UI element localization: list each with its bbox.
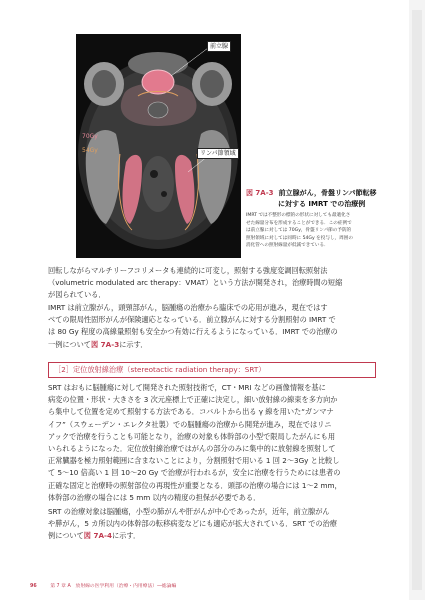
figure-reference-link[interactable]: 図 7A-3	[90, 339, 120, 349]
text-line: は 80 Gy 程度の高線量照射も安全かつ有効に行えるようになっている．IMRT での治療の	[48, 327, 338, 337]
ct-scan-graphic	[76, 34, 241, 258]
caption-line: IMRT では不整形の標的の形状に対しても最適化さ	[246, 213, 351, 218]
text-line: 例について	[48, 531, 84, 541]
text-line: SRT はおもに脳腫瘍に対して開発された照射技術で，CT・MRI などの画像情報を基に	[48, 383, 326, 392]
text-line: イフ”（スウェーデン・エレクタ社製）での脳腫瘍の治療から開発が進み，現在ではリニ	[48, 419, 332, 429]
section-header-box	[48, 362, 376, 378]
text-line: や膵がん，5 カ所以内の体幹部の転移病変などにも適応が拡大されている．SRT での治療	[48, 519, 337, 529]
caption-line: 照射領域に対しては同時に 54Gy を投与し，周囲の	[246, 235, 353, 241]
caption-line: は前立腺に対しては 70Gy，骨盤リンパ節の予防的	[246, 228, 352, 234]
figure-reference-link[interactable]: 図 7A-4	[83, 531, 113, 541]
paragraph-vmat	[48, 265, 374, 302]
text-line: ら集中して位置を定めて照射する方法である．コバルトから出る γ 線を用いた“ガンマナ	[48, 407, 334, 417]
caption-line: せた線量分布を形成することができる．この症例で	[246, 220, 352, 226]
page-margin-bar	[409, 0, 425, 600]
caption-title-2: に対する IMRT での治療例	[278, 200, 366, 208]
text-line: に示す．	[119, 339, 148, 349]
paragraph-imrt	[48, 302, 374, 351]
text-line: SRT の治療対象は脳腫瘍，小型の肺がんや肝がんが中心であったが，近年，前立腺がん	[48, 507, 330, 516]
text-line: べての限局性固形がんが保険適応となっている．前立腺がんに対する分割照射の IMRT で	[48, 315, 336, 325]
margin-stripe	[412, 10, 422, 590]
paragraph-srt	[48, 382, 374, 504]
text-line: いられるようになった．定位放射線治療ではがんの部分のみに集中的に放射線を照射して	[48, 444, 336, 454]
dose-70-label: 70Gy	[82, 133, 98, 140]
lymph-node-label: リンパ節領域	[197, 148, 239, 159]
text-line: 一例について	[48, 339, 91, 349]
ct-image-figure	[76, 34, 241, 258]
text-line: 正確な固定と治療時の照射部位の再現性が重要となる．頭部の治療の場合には 1～2 mm，	[48, 480, 342, 490]
paragraph-srt-targets	[48, 506, 374, 543]
caption-title-1: 前立腺がん，骨盤リンパ節転移	[278, 189, 377, 197]
text-line: 病変の位置・形状・大きさを 3 次元座標上で正確に決定し，細い放射線の線束を多方向か	[48, 395, 338, 405]
section-title: ［2］定位放射線治療（stereotactic radiation therapy：SRT）	[54, 365, 266, 374]
text-line: 回転しながらマルチリーフコリメータも連続的に可変し，照射する強度変調回転照射法	[48, 266, 328, 275]
text-line: 正常臓器を極力照射範囲に含まないことにより，分割照射で用いる 1 回 2～3Gy と比較し	[48, 456, 340, 466]
text-line: （volumetric modulated arc therapy：VMAT）という方法が開発され，治療時間の短縮	[48, 278, 343, 288]
chapter-title: 第 7 章 A 放射線の医学利用（治療・内用療法）―総論編	[50, 584, 177, 589]
prostate-label: 前立腺	[207, 41, 231, 52]
text-line: IMRT は前立腺がん，頭頸部がん，脳腫瘍の治療から臨床での応用が進み，現在ではす	[48, 303, 328, 312]
page-number: 96	[30, 584, 37, 589]
caption-number: 図 7A-3	[246, 189, 274, 197]
dose-54-label: 54Gy	[82, 147, 98, 154]
text-line: に示す．	[112, 531, 141, 541]
text-line: 体幹部の治療の場合には 5 mm 以内の精度の担保が必要である．	[48, 492, 261, 502]
page-footer	[30, 582, 380, 592]
caption-line: 消化管への照射線量が低減できている．	[246, 243, 329, 249]
text-line: アックで治療を行うことも可能となり，治療の対象も体幹部の小型で限局したがんにも用	[48, 431, 336, 441]
text-line: が図られている．	[48, 290, 106, 300]
caption-body	[246, 212, 406, 250]
figure-caption	[246, 180, 406, 250]
text-line: て 5～10 倍高い 1 回 10～20 Gy で治療が行われるが，安全に治療を行うためには患者の	[48, 468, 341, 478]
